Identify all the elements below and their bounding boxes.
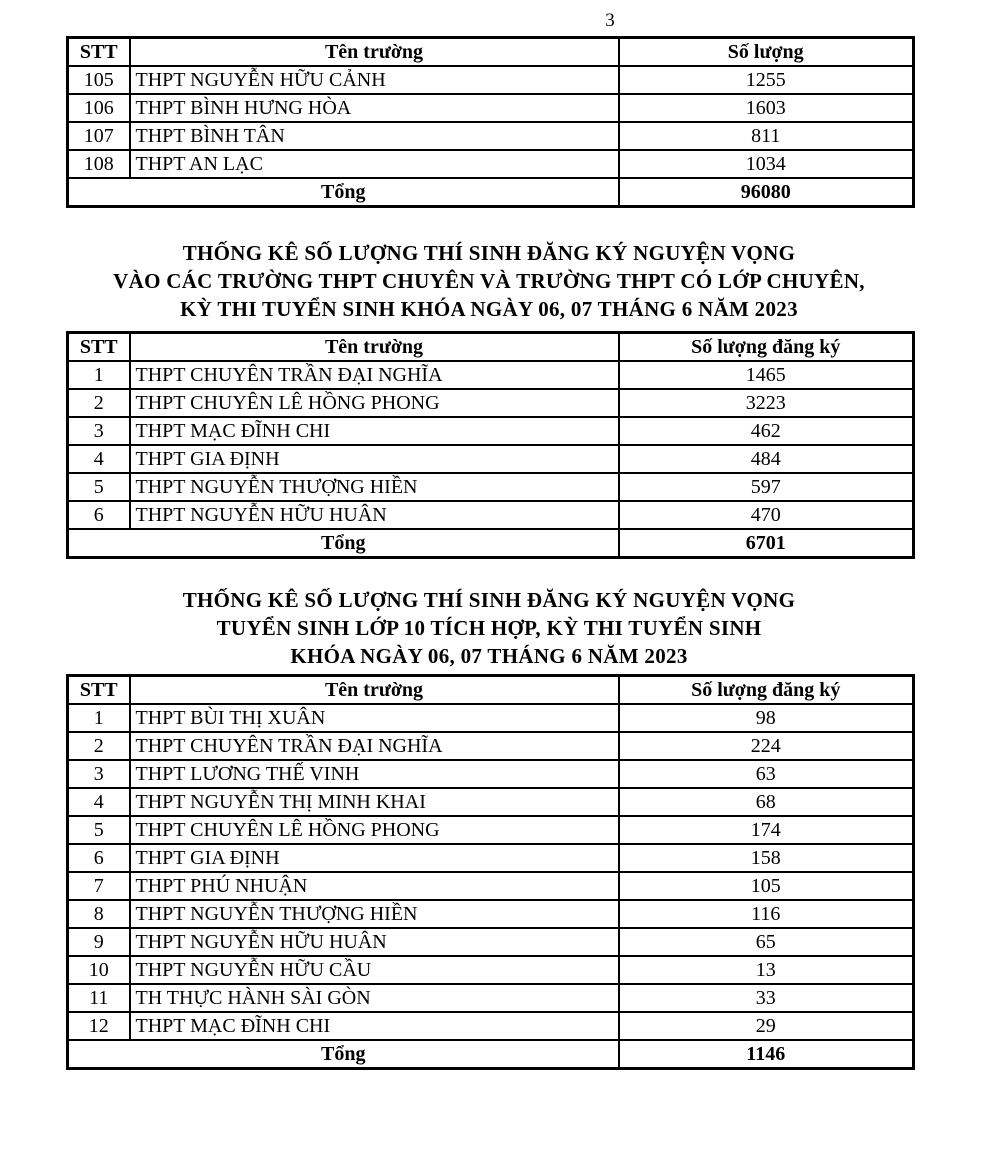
row-index-cell: 11 bbox=[68, 984, 130, 1012]
total-label-cell: Tổng bbox=[68, 1040, 619, 1069]
row-index-cell: 12 bbox=[68, 1012, 130, 1040]
row-index-cell: 8 bbox=[68, 900, 130, 928]
section-title bbox=[66, 239, 912, 323]
row-index-cell: 4 bbox=[68, 445, 130, 473]
school-name-cell: THPT GIA ĐỊNH bbox=[130, 445, 619, 473]
school-name-cell: THPT GIA ĐỊNH bbox=[130, 844, 619, 872]
row-index-cell: 106 bbox=[68, 94, 130, 122]
count-cell: 158 bbox=[619, 844, 914, 872]
header-stt: STT bbox=[68, 38, 130, 67]
table-row bbox=[68, 1012, 914, 1040]
section-title-line: VÀO CÁC TRƯỜNG THPT CHUYÊN VÀ TRƯỜNG THPT CÓ LỚP CHUYÊN, bbox=[113, 269, 865, 293]
section-specialized-schools bbox=[66, 239, 912, 559]
row-index-cell: 4 bbox=[68, 788, 130, 816]
statistics-table bbox=[66, 331, 915, 559]
row-index-cell: 107 bbox=[68, 122, 130, 150]
table-header-row bbox=[68, 333, 914, 362]
table-row bbox=[68, 844, 914, 872]
section-title-line: THỐNG KÊ SỐ LƯỢNG THÍ SINH ĐĂNG KÝ NGUYỆN VỌNG bbox=[182, 588, 796, 612]
table-row bbox=[68, 788, 914, 816]
table-row bbox=[68, 66, 914, 94]
count-cell: 597 bbox=[619, 473, 914, 501]
header-school-name: Tên trường bbox=[130, 333, 619, 362]
school-name-cell: THPT NGUYỄN THƯỢNG HIỀN bbox=[130, 900, 619, 928]
count-cell: 3223 bbox=[619, 389, 914, 417]
school-name-cell: THPT NGUYỄN THỊ MINH KHAI bbox=[130, 788, 619, 816]
count-cell: 1255 bbox=[619, 66, 914, 94]
school-name-cell: THPT CHUYÊN TRẦN ĐẠI NGHĨA bbox=[130, 361, 619, 389]
section-integrated-program bbox=[66, 586, 912, 1070]
total-value-cell: 6701 bbox=[619, 529, 914, 558]
table-row bbox=[68, 872, 914, 900]
total-row bbox=[68, 529, 914, 558]
table-row bbox=[68, 704, 914, 732]
table-row bbox=[68, 94, 914, 122]
table-row bbox=[68, 150, 914, 178]
header-school-name: Tên trường bbox=[130, 38, 619, 67]
table-row bbox=[68, 928, 914, 956]
table-row bbox=[68, 122, 914, 150]
count-cell: 470 bbox=[619, 501, 914, 529]
section-school-registration-continued bbox=[66, 36, 912, 208]
count-cell: 29 bbox=[619, 1012, 914, 1040]
table-header-row bbox=[68, 676, 914, 705]
school-name-cell: THPT NGUYỄN THƯỢNG HIỀN bbox=[130, 473, 619, 501]
total-value-cell: 1146 bbox=[619, 1040, 914, 1069]
section-title-line: KHÓA NGÀY 06, 07 THÁNG 6 NĂM 2023 bbox=[290, 644, 688, 668]
school-name-cell: THPT AN LẠC bbox=[130, 150, 619, 178]
header-count: Số lượng bbox=[619, 38, 914, 67]
table-header-row bbox=[68, 38, 914, 67]
total-row bbox=[68, 178, 914, 207]
school-name-cell: THPT BÌNH HƯNG HÒA bbox=[130, 94, 619, 122]
row-index-cell: 7 bbox=[68, 872, 130, 900]
statistics-table bbox=[66, 36, 915, 208]
section-title-line: THỐNG KÊ SỐ LƯỢNG THÍ SINH ĐĂNG KÝ NGUYỆN VỌNG bbox=[182, 241, 796, 265]
school-name-cell: THPT NGUYỄN HỮU HUÂN bbox=[130, 928, 619, 956]
school-name-cell: THPT NGUYỄN HỮU CẦU bbox=[130, 956, 619, 984]
row-index-cell: 3 bbox=[68, 760, 130, 788]
header-stt: STT bbox=[68, 676, 130, 705]
count-cell: 1034 bbox=[619, 150, 914, 178]
row-index-cell: 10 bbox=[68, 956, 130, 984]
count-cell: 105 bbox=[619, 872, 914, 900]
school-name-cell: THPT BÙI THỊ XUÂN bbox=[130, 704, 619, 732]
page-number: 3 bbox=[605, 10, 615, 31]
count-cell: 33 bbox=[619, 984, 914, 1012]
school-name-cell: THPT MẠC ĐĨNH CHI bbox=[130, 1012, 619, 1040]
count-cell: 462 bbox=[619, 417, 914, 445]
total-value-cell: 96080 bbox=[619, 178, 914, 207]
table-row bbox=[68, 900, 914, 928]
school-name-cell: THPT CHUYÊN LÊ HỒNG PHONG bbox=[130, 816, 619, 844]
total-label-cell: Tổng bbox=[68, 178, 619, 207]
table-row bbox=[68, 956, 914, 984]
section-title bbox=[66, 586, 912, 670]
school-name-cell: THPT PHÚ NHUẬN bbox=[130, 872, 619, 900]
school-name-cell: THPT MẠC ĐĨNH CHI bbox=[130, 417, 619, 445]
count-cell: 68 bbox=[619, 788, 914, 816]
table-row bbox=[68, 389, 914, 417]
row-index-cell: 1 bbox=[68, 704, 130, 732]
count-cell: 65 bbox=[619, 928, 914, 956]
table-row bbox=[68, 760, 914, 788]
row-index-cell: 6 bbox=[68, 844, 130, 872]
row-index-cell: 2 bbox=[68, 732, 130, 760]
header-school-name: Tên trường bbox=[130, 676, 619, 705]
table-row bbox=[68, 445, 914, 473]
header-count: Số lượng đăng ký bbox=[619, 676, 914, 705]
header-count: Số lượng đăng ký bbox=[619, 333, 914, 362]
count-cell: 484 bbox=[619, 445, 914, 473]
count-cell: 63 bbox=[619, 760, 914, 788]
row-index-cell: 108 bbox=[68, 150, 130, 178]
header-stt: STT bbox=[68, 333, 130, 362]
row-index-cell: 105 bbox=[68, 66, 130, 94]
row-index-cell: 9 bbox=[68, 928, 130, 956]
table-row bbox=[68, 417, 914, 445]
row-index-cell: 3 bbox=[68, 417, 130, 445]
count-cell: 13 bbox=[619, 956, 914, 984]
row-index-cell: 5 bbox=[68, 816, 130, 844]
section-title-line: KỲ THI TUYỂN SINH KHÓA NGÀY 06, 07 THÁNG 6 NĂM 2023 bbox=[180, 297, 798, 321]
row-index-cell: 1 bbox=[68, 361, 130, 389]
section-title-line: TUYỂN SINH LỚP 10 TÍCH HỢP, KỲ THI TUYỂN SINH bbox=[216, 616, 762, 640]
statistics-table bbox=[66, 674, 915, 1070]
count-cell: 98 bbox=[619, 704, 914, 732]
total-row bbox=[68, 1040, 914, 1069]
row-index-cell: 2 bbox=[68, 389, 130, 417]
row-index-cell: 6 bbox=[68, 501, 130, 529]
table-row bbox=[68, 361, 914, 389]
school-name-cell: THPT NGUYỄN HỮU CẢNH bbox=[130, 66, 619, 94]
row-index-cell: 5 bbox=[68, 473, 130, 501]
school-name-cell: THPT LƯƠNG THẾ VINH bbox=[130, 760, 619, 788]
count-cell: 811 bbox=[619, 122, 914, 150]
school-name-cell: THPT BÌNH TÂN bbox=[130, 122, 619, 150]
school-name-cell: THPT CHUYÊN LÊ HỒNG PHONG bbox=[130, 389, 619, 417]
total-label-cell: Tổng bbox=[68, 529, 619, 558]
school-name-cell: THPT CHUYÊN TRẦN ĐẠI NGHĨA bbox=[130, 732, 619, 760]
table-row bbox=[68, 473, 914, 501]
count-cell: 1465 bbox=[619, 361, 914, 389]
school-name-cell: TH THỰC HÀNH SÀI GÒN bbox=[130, 984, 619, 1012]
count-cell: 174 bbox=[619, 816, 914, 844]
count-cell: 116 bbox=[619, 900, 914, 928]
school-name-cell: THPT NGUYỄN HỮU HUÂN bbox=[130, 501, 619, 529]
count-cell: 1603 bbox=[619, 94, 914, 122]
table-row bbox=[68, 501, 914, 529]
count-cell: 224 bbox=[619, 732, 914, 760]
table-row bbox=[68, 816, 914, 844]
table-row bbox=[68, 732, 914, 760]
table-row bbox=[68, 984, 914, 1012]
